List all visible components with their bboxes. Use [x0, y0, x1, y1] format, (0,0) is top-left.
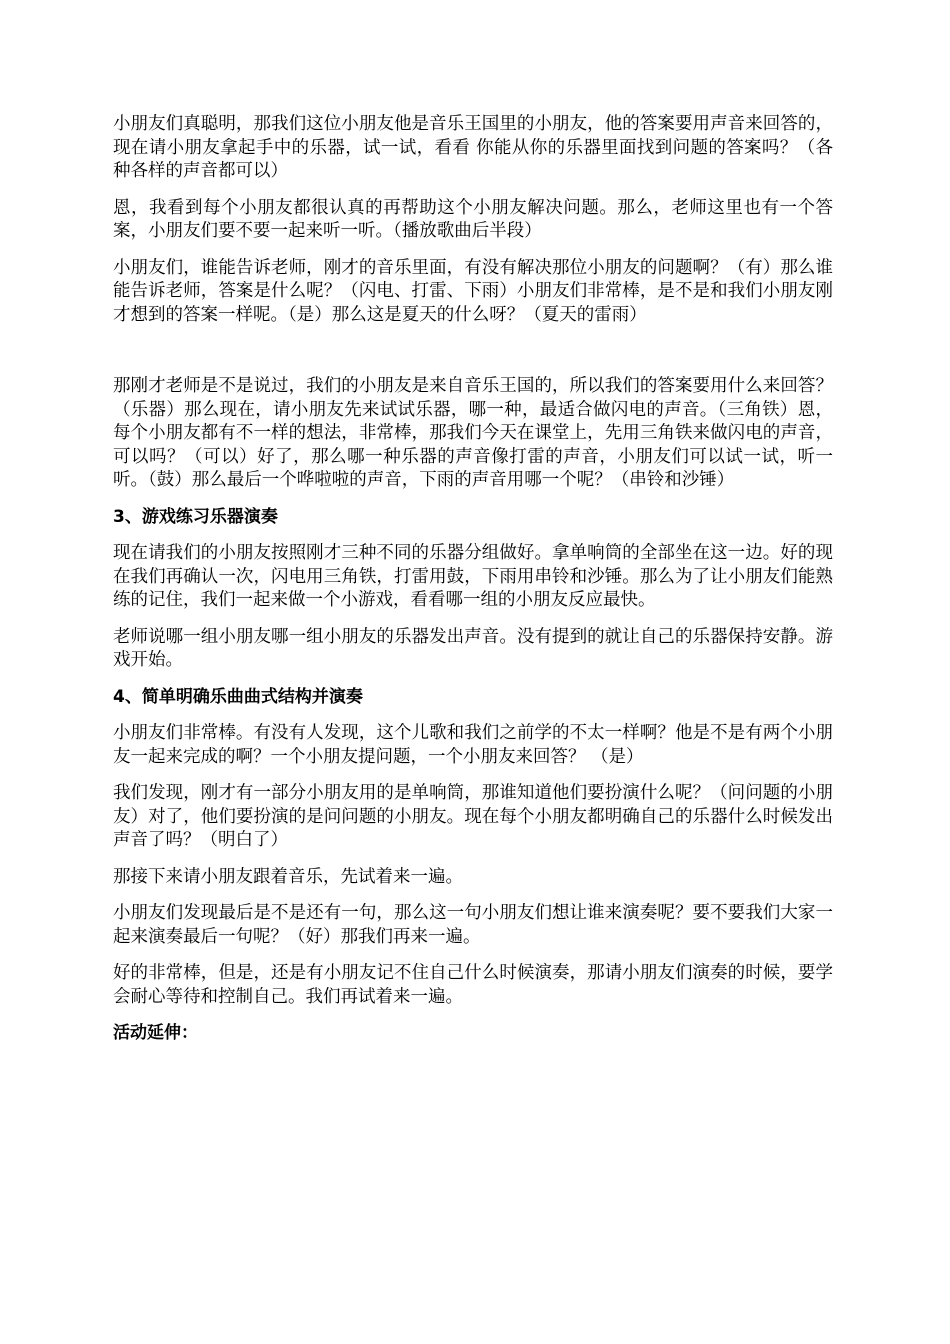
section-heading-4: 4、简单明确乐曲曲式结构并演奏	[113, 686, 363, 707]
paragraph-answer-with-sound: 小朋友们真聪明，那我们这位小朋友他是音乐王国里的小朋友，他的答案要用声音来回答的，现在请小朋友拿起手中的乐器，试一试，看看 你能从你的乐器里面找到问题的答案吗？（各种各样的声音都可以）	[113, 114, 833, 181]
paragraph-instrument-choice: 那刚才老师是不是说过，我们的小朋友是来自音乐王国的，所以我们的答案要用什么来回答？（乐器）那么现在，请小朋友先来试试乐器，哪一种，最适合做闪电的声音。（三角铁）恩，每个小朋友都有不一样的想法，非常棒，那我们今天在课堂上，先用三角铁来做闪电的声音，可以吗？（可以）好了，那么哪一种乐器的声音像打雷的声音，小朋友们可以试一试，听一听。（鼓）那么最后一个哗啦啦的声音，下雨的声音用哪一个呢？（串铃和沙锤）	[113, 376, 833, 490]
paragraph-gap	[113, 340, 833, 375]
paragraph-single-tube-role: 我们发现，刚才有一部分小朋友用的是单响筒，那谁知道他们要扮演什么呢？（问问题的小朋友）对了，他们要扮演的是问问题的小朋友。现在每个小朋友都明确自己的乐器什么时候发出声音了吗？（明白了）	[113, 783, 833, 850]
paragraph-patience: 好的非常棒，但是，还是有小朋友记不住自己什么时候演奏，那请小朋友们演奏的时候，要学会耐心等待和控制自己。我们再试着来一遍。	[113, 963, 833, 1007]
paragraph-summer-thunderstorm: 小朋友们，谁能告诉老师，刚才的音乐里面，有没有解决那位小朋友的问题啊？（有）那么谁能告诉老师，答案是什么呢？（闪电、打雷、下雨）小朋友们非常棒，是不是和我们小朋友刚才想到的答案一样呢。（是）那么这是夏天的什么呀？（夏天的雷雨）	[113, 257, 833, 325]
section-heading-extension: 活动延伸：	[113, 1023, 198, 1043]
document-body	[113, 113, 833, 1059]
paragraph-group-instruments: 现在请我们的小朋友按照刚才三种不同的乐器分组做好。拿单响筒的全部坐在这一边。好的现在我们再确认一次，闪电用三角铁，打雷用鼓，下雨用串铃和沙锤。那么为了让小朋友们能熟练的记住，我们一起来做一个小游戏，看看哪一组的小朋友反应最快。	[113, 543, 833, 610]
paragraph-last-phrase: 小朋友们发现最后是不是还有一句，那么这一句小朋友们想让谁来演奏呢？要不要我们大家一起来演奏最后一句呢？（好）那我们再来一遍。	[113, 903, 833, 947]
paragraph-first-try: 那接下来请小朋友跟着音乐，先试着来一遍。	[113, 866, 463, 887]
section-heading-3: 3、游戏练习乐器演奏	[113, 506, 278, 527]
paragraph-game-start: 老师说哪一组小朋友哪一组小朋友的乐器发出声音。没有提到的就让自己的乐器保持安静。游戏开始。	[113, 626, 833, 670]
paragraph-teacher-answer: 恩，我看到每个小朋友都很认真的再帮助这个小朋友解决问题。那么，老师这里也有一个答案，小朋友们要不要一起来听一听。（播放歌曲后半段）	[113, 197, 833, 241]
paragraph-question-answer-form: 小朋友们非常棒。有没有人发现，这个儿歌和我们之前学的不太一样啊？他是不是有两个小朋友一起来完成的啊？一个小朋友提问题，一个小朋友来回答？ （是）	[113, 723, 833, 767]
